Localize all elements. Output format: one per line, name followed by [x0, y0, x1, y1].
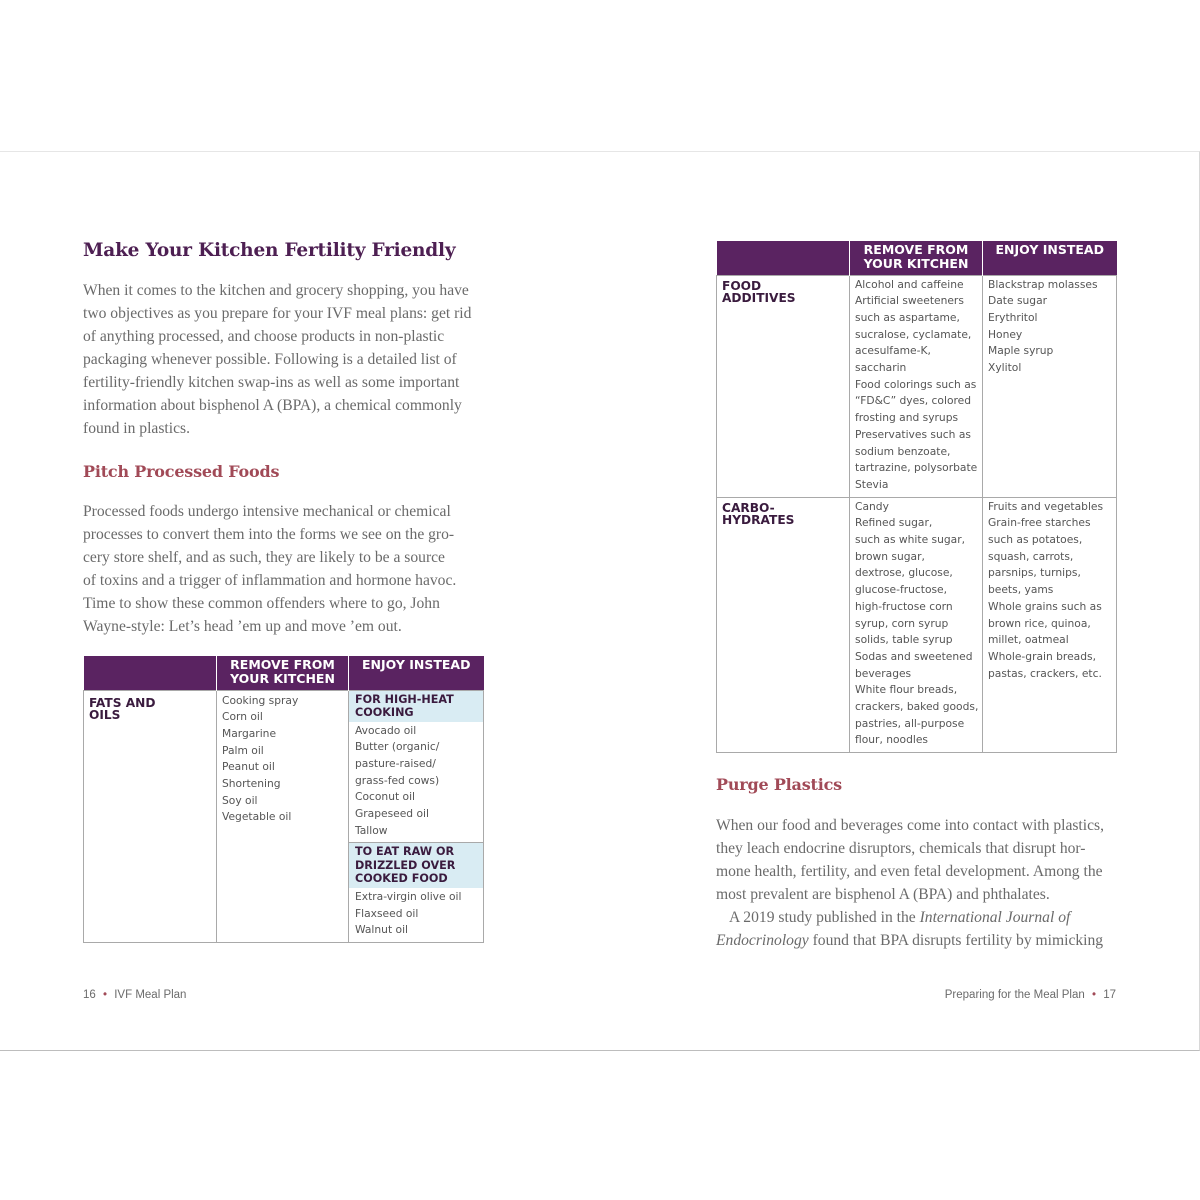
- category-line2: OILS: [89, 707, 121, 722]
- page-number-left: 16: [83, 989, 96, 1001]
- category-cell: [717, 275, 850, 497]
- enjoy-group-title-line: COOKING: [355, 706, 414, 719]
- enjoy-item: Whole-grain breads,: [988, 649, 1096, 663]
- plastics-paragraph: [716, 814, 1136, 952]
- remove-item: Soy oil: [222, 793, 258, 807]
- enjoy-item: millet, oatmeal: [988, 633, 1069, 647]
- remove-item: sodium benzoate,: [855, 444, 951, 458]
- paragraph-line: cery store shelf, and as such, they are likely to be a source: [83, 549, 445, 566]
- category-line1: FATS AND: [89, 695, 156, 710]
- header-remove-line2: YOUR KITCHEN: [863, 256, 969, 271]
- enjoy-item: Blackstrap molasses: [988, 277, 1098, 291]
- remove-item: solids, table syrup: [855, 633, 953, 647]
- enjoy-item: Tallow: [355, 823, 388, 837]
- remove-item: acesulfame-K,: [855, 344, 931, 358]
- category-cell: [717, 497, 850, 753]
- enjoy-item: Coconut oil: [355, 790, 416, 804]
- header-blank: [84, 656, 217, 690]
- remove-item: such as aspartame,: [855, 310, 960, 324]
- enjoy-group-title-line: TO EAT RAW OR: [355, 845, 455, 859]
- enjoy-item: Erythritol: [988, 310, 1038, 324]
- remove-item: Stevia: [855, 477, 889, 491]
- header-remove-line1: REMOVE FROM: [863, 242, 969, 257]
- enjoy-item: brown rice, quinoa,: [988, 616, 1091, 630]
- remove-cell: [850, 497, 983, 753]
- running-title-left: IVF Meal Plan: [114, 989, 187, 1001]
- para2-post: found that BPA disrupts fertility by mimicking: [808, 932, 1104, 949]
- processed-paragraph: [83, 500, 503, 638]
- intro-line: packaging whenever possible. Following is a detailed list of: [83, 351, 457, 368]
- paragraph-line: processes to convert them into the forms we see on the gro-: [83, 526, 455, 543]
- remove-item: Margarine: [222, 726, 277, 740]
- intro-line: found in plastics.: [83, 420, 190, 437]
- paragraph-line: they leach endocrine disruptors, chemicals that disrupt hor-: [716, 840, 1086, 857]
- plastics-para2-line2: [716, 929, 1136, 952]
- intro-paragraph: [83, 279, 503, 440]
- remove-cell: [850, 275, 983, 497]
- subheading-pitch-processed: Pitch Processed Foods: [83, 462, 280, 481]
- para2-pre: A 2019 study published in the: [729, 909, 920, 926]
- remove-item: tartrazine, polysorbate: [855, 461, 978, 475]
- header-remove: [850, 241, 983, 275]
- paragraph-line: mone health, fertility, and even fetal development. Among the: [716, 863, 1103, 880]
- enjoy-item: Honey: [988, 327, 1023, 341]
- intro-line: When it comes to the kitchen and grocery shopping, you have: [83, 282, 469, 299]
- table-row: [717, 275, 1117, 497]
- remove-item: dextrose, glucose,: [855, 566, 953, 580]
- remove-item: Cooking spray: [222, 693, 299, 707]
- remove-item: brown sugar,: [855, 549, 925, 563]
- remove-item: Food colorings such as: [855, 377, 977, 391]
- remove-item: pastries, all-purpose: [855, 716, 965, 730]
- remove-item: high-fructose corn: [855, 599, 953, 613]
- enjoy-item: parsnips, turnips,: [988, 566, 1081, 580]
- remove-item: Peanut oil: [222, 760, 275, 774]
- enjoy-group-title-line: COOKED FOOD: [355, 872, 448, 886]
- footer-bullet-right: •: [1091, 989, 1096, 1001]
- running-title-right: Preparing for the Meal Plan: [944, 989, 1085, 1001]
- remove-item: frosting and syrups: [855, 411, 959, 425]
- enjoy-item: Fruits and vegetables: [988, 499, 1104, 513]
- enjoy-group-items: [349, 888, 483, 942]
- fats-oils-table: [83, 656, 484, 943]
- remove-item: beverages: [855, 666, 912, 680]
- section-heading: Make Your Kitchen Fertility Friendly: [83, 240, 456, 261]
- category-line: FOOD: [722, 278, 762, 293]
- additives-carbs-table: [716, 241, 1117, 753]
- remove-item: such as white sugar,: [855, 533, 966, 547]
- enjoy-item: Butter (organic/: [355, 740, 440, 754]
- remove-item: Palm oil: [222, 743, 264, 757]
- category-line: CARBO-: [722, 500, 775, 515]
- remove-cell: [217, 690, 349, 943]
- subheading-purge-plastics: Purge Plastics: [716, 775, 842, 794]
- page-number-right: 17: [1103, 989, 1116, 1001]
- header-enjoy: ENJOY INSTEAD: [983, 241, 1117, 275]
- header-blank: [717, 241, 850, 275]
- enjoy-item: Grain-free starches: [988, 516, 1091, 530]
- enjoy-group-title-line: FOR HIGH-HEAT: [355, 692, 454, 706]
- header-remove: [217, 656, 349, 690]
- enjoy-item: grass-fed cows): [355, 773, 440, 787]
- enjoy-item: Walnut oil: [355, 923, 409, 937]
- remove-item: Candy: [855, 499, 889, 513]
- enjoy-item: Grapeseed oil: [355, 807, 429, 821]
- paragraph-line: Time to show these common offenders where to go, John: [83, 595, 440, 612]
- enjoy-item: pasture-raised/: [355, 756, 436, 770]
- remove-item: Refined sugar,: [855, 516, 933, 530]
- table-row: [717, 497, 1117, 753]
- remove-item: Alcohol and caffeine: [855, 277, 964, 291]
- category-line: ADDITIVES: [722, 290, 796, 305]
- paragraph-line: When our food and beverages come into contact with plastics,: [716, 817, 1104, 834]
- enjoy-item: Maple syrup: [988, 344, 1054, 358]
- remove-item: Preservatives such as: [855, 427, 971, 441]
- header-remove-line1: REMOVE FROM: [230, 657, 335, 672]
- enjoy-item: Whole grains such as: [988, 599, 1102, 613]
- journal-name-b: Endocrinology: [716, 932, 809, 949]
- footer-left: [83, 989, 186, 1001]
- enjoy-item: Extra-virgin olive oil: [355, 889, 462, 903]
- remove-item: syrup, corn syrup: [855, 616, 949, 630]
- intro-line: information about bisphenol A (BPA), a chemical commonly: [83, 397, 462, 414]
- enjoy-item: squash, carrots,: [988, 549, 1074, 563]
- paragraph-line: of toxins and a trigger of inflammation and hormone havoc.: [83, 572, 457, 589]
- enjoy-item: Flaxseed oil: [355, 906, 419, 920]
- remove-item: Corn oil: [222, 710, 263, 724]
- enjoy-group-title-line: DRIZZLED OVER: [355, 858, 456, 872]
- remove-item: “FD&C” dyes, colored: [855, 394, 972, 408]
- category-fats-oils: [84, 690, 217, 943]
- remove-item: glucose-fructose,: [855, 583, 948, 597]
- intro-line: two objectives as you prepare for your IVF meal plans: get rid: [83, 305, 472, 322]
- enjoy-item: pastas, crackers, etc.: [988, 666, 1102, 680]
- enjoy-item: Date sugar: [988, 294, 1048, 308]
- enjoy-item: such as potatoes,: [988, 533, 1083, 547]
- enjoy-group-title: [349, 691, 483, 722]
- header-enjoy: ENJOY INSTEAD: [349, 656, 484, 690]
- remove-item: saccharin: [855, 361, 907, 375]
- remove-item: White flour breads,: [855, 683, 958, 697]
- journal-name-a: International Journal of: [919, 909, 1071, 926]
- plastics-para2-line1: [716, 906, 1136, 929]
- category-line: HYDRATES: [722, 512, 795, 527]
- enjoy-item: Xylitol: [988, 361, 1022, 375]
- remove-item: Sodas and sweetened: [855, 649, 973, 663]
- footer-bullet-left: •: [103, 989, 108, 1001]
- enjoy-item: Avocado oil: [355, 723, 417, 737]
- footer-right: [945, 989, 1116, 1001]
- paragraph-line: most prevalent are bisphenol A (BPA) and phthalates.: [716, 886, 1050, 903]
- remove-item: Vegetable oil: [222, 810, 292, 824]
- intro-line: fertility-friendly kitchen swap-ins as well as some important: [83, 374, 460, 391]
- remove-item: Artificial sweeteners: [855, 294, 964, 308]
- enjoy-group-title: [349, 842, 483, 888]
- remove-item: flour, noodles: [855, 733, 928, 747]
- enjoy-group-items: [349, 722, 483, 843]
- enjoy-cell: [983, 275, 1117, 497]
- remove-item: sucralose, cyclamate,: [855, 327, 972, 341]
- paragraph-line: Processed foods undergo intensive mechanical or chemical: [83, 503, 451, 520]
- remove-item: Shortening: [222, 777, 281, 791]
- enjoy-item: beets, yams: [988, 583, 1054, 597]
- enjoy-cell: [983, 497, 1117, 753]
- header-remove-line2: YOUR KITCHEN: [230, 671, 335, 686]
- paragraph-line: Wayne-style: Let’s head ’em up and move ’em out.: [83, 618, 402, 635]
- intro-line: of anything processed, and choose products in non-plastic: [83, 328, 445, 345]
- remove-item: crackers, baked goods,: [855, 700, 979, 714]
- enjoy-cell: [349, 690, 484, 943]
